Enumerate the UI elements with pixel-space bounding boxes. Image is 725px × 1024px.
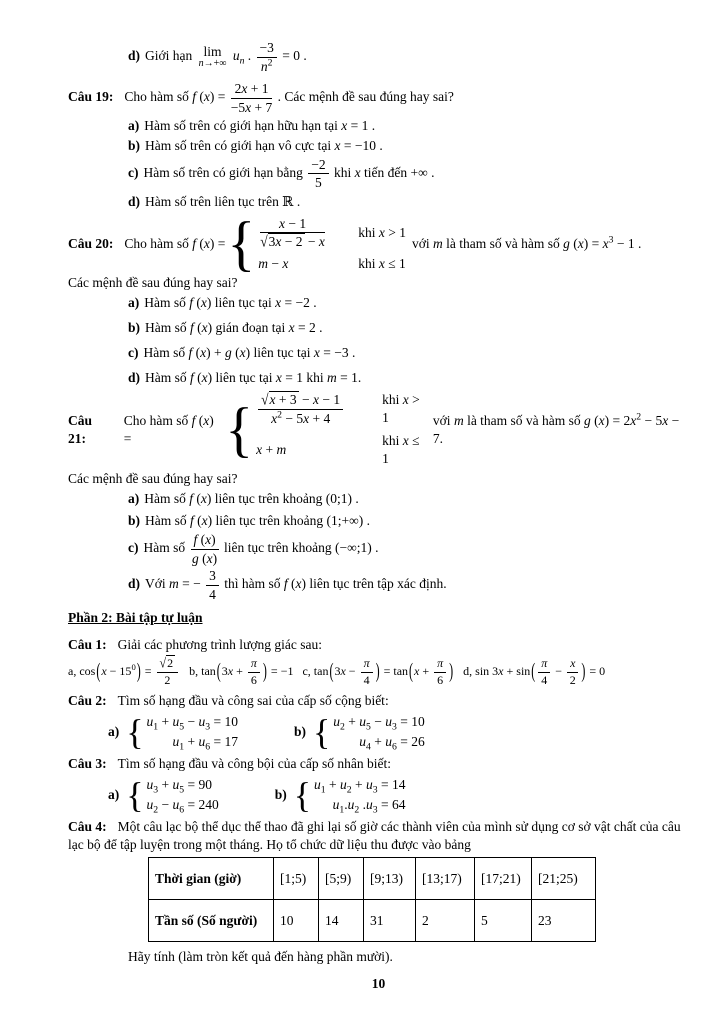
q2-label: Câu 2:	[68, 693, 107, 709]
limit-notation	[199, 45, 227, 70]
q21-item-b	[128, 512, 689, 530]
frequency-cell: 5	[475, 899, 532, 941]
item-a-marker: a)	[128, 118, 140, 134]
item-b-marker: b)	[128, 320, 141, 335]
item-c-text: Hàm số trên có giới hạn bằng $\frac{-2}{5}$ khi x tiến đến +∞ .	[143, 156, 435, 191]
limit-expression: $u_n$ . $\frac{-3}{n^2}$ = 0 .	[232, 40, 307, 74]
item-d-text: Hàm số trên liên tục trên ℝ .	[145, 193, 301, 209]
system-b-marker: b)	[293, 723, 306, 739]
q21-intro-pre: Cho hàm số f (x) =	[123, 412, 214, 446]
item-c-text: Hàm số f (x) + g (x) liên tục tại x = −3 .	[143, 344, 356, 360]
q20-intro	[68, 209, 689, 278]
system-b-marker: b)	[274, 786, 287, 802]
system-eq2: $u_4 + u_6 = 26$	[359, 733, 425, 753]
equation-c: c, tan(3x − $\frac{\pi}{4}$ ) = tan(x + $\frac{\pi}{6}$ )	[302, 655, 454, 687]
system-b: b) { $u_1 + u_2 + u_3 = 14$ $u_1.u_2$ $.u_3 = 64$	[274, 774, 406, 816]
q2-systems	[108, 712, 689, 751]
q20-piecewise-function: { $\frac{x - 1}{√3x - 2 - x}$ khi x > 1 m − x khi x ≤ 1	[227, 209, 407, 278]
q4-note: Hãy tính (làm tròn kết quả đến hàng phần mười).	[128, 948, 393, 964]
interval-cell: [5;9)	[319, 857, 364, 899]
item-d-text: Giới hạn	[145, 48, 193, 64]
system-a: a) { $u_3 + u_5 = 90$ $u_2 - u_6 = 240$	[108, 774, 219, 816]
piecewise-expr: $\frac{√x + 3 - x - 1}{x^2 - 5x + 4}$	[256, 392, 382, 426]
q1-label: Câu 1:	[68, 637, 107, 652]
item-d-text: Với m = − $\frac{3}{4}$ thì hàm số f (x) liên tục trên tập xác định.	[145, 568, 447, 602]
system-a-marker: a)	[108, 786, 120, 802]
q19-item-c	[128, 157, 689, 191]
item-b-marker: b)	[128, 137, 141, 153]
table-row-frequency	[149, 899, 596, 941]
item-d-marker: d)	[128, 576, 141, 592]
q21-item-a	[128, 490, 689, 508]
piecewise-row	[256, 391, 427, 427]
page-number: 10	[371, 975, 386, 991]
q18-item-d	[128, 40, 689, 74]
table-row-time	[149, 857, 596, 899]
system-eq1: $u_3 + u_5 = 90$	[146, 777, 212, 796]
item-d-marker: d)	[128, 48, 141, 64]
q20-intro-post: với m là tham số và hàm số g $(x) = x^3 - 1$ .	[412, 234, 642, 252]
q21-piecewise-function: { $\frac{√x + 3 - x - 1}{x^2 - 5x + 4}$ khi x > 1 x + m khi x ≤ 1	[225, 391, 427, 467]
piecewise-expr: $\frac{x - 1}{√3x - 2 - x}$	[260, 215, 325, 250]
piecewise-cond: khi x > 1	[382, 392, 420, 426]
item-a-text: Hàm số trên có giới hạn hữu hạn tại x = 1 .	[144, 118, 376, 134]
item-a-marker: a)	[128, 295, 140, 311]
item-c-marker: c)	[128, 164, 139, 180]
item-c-marker: c)	[128, 540, 139, 556]
q19-intro	[68, 81, 689, 115]
q20-item-d	[128, 369, 689, 387]
item-a-text: Hàm số f (x) liên tục trên khoảng (0;1) .	[144, 490, 359, 506]
q20-item-a	[128, 294, 689, 312]
q20-label: Câu 20:	[68, 236, 114, 252]
system-b: b) { $u_2 + u_5 - u_3 = 10$ $u_4 + u_6 = 26$	[293, 711, 425, 753]
q19-item-b	[128, 137, 689, 155]
row-header-frequency: Tần số (Số người)	[149, 899, 274, 941]
piecewise-cond: khi x ≤ 1	[358, 255, 406, 271]
item-d-marker: d)	[128, 369, 141, 385]
piecewise-cond: khi x > 1	[358, 224, 407, 240]
q3-label: Câu 3:	[68, 756, 107, 772]
item-d-text: Hàm số f (x) liên tục tại x = 1 khi m = 1.	[145, 369, 362, 385]
q21-intro-post: với m là tham số và hàm số g $(x) = 2x^2 - 5x - 7$.	[432, 411, 680, 446]
lim-word: lim	[203, 43, 222, 59]
interval-cell: [21;25)	[532, 857, 596, 899]
system-eq1: $u_1 + u_2 + u_3 = 14$	[314, 777, 406, 796]
q21-item-d	[128, 568, 689, 602]
piecewise-row	[258, 216, 406, 250]
q20-item-b	[128, 319, 689, 337]
piecewise-cond: khi x ≤ 1	[382, 433, 420, 466]
item-a-text: Hàm số f (x) liên tục tại x = −2 .	[144, 295, 317, 311]
q4-label: Câu 4:	[68, 819, 107, 835]
frequency-cell: 23	[532, 899, 596, 941]
interval-cell: [13;17)	[416, 857, 475, 899]
q19-item-a	[128, 117, 689, 135]
q21-item-c	[128, 532, 689, 566]
equation-a: a, $\cos(x - 15^0)$ = $\frac{√2}{2}$	[68, 657, 180, 688]
q20-question: Các mệnh đề sau đúng hay sai?	[68, 275, 238, 291]
q21-question: Các mệnh đề sau đúng hay sai?	[68, 470, 238, 486]
system-eq2: $u_1.u_2$ $.u_3 = 64$	[332, 796, 406, 816]
piecewise-expr: x + m	[256, 441, 287, 457]
frequency-cell: 14	[319, 899, 364, 941]
system-eq1: $u_2 + u_5 - u_3 = 10$	[333, 714, 425, 733]
q3-intro	[68, 755, 689, 773]
q21-intro	[68, 391, 689, 467]
system-eq2: $u_2 - u_6 = 240$	[146, 796, 219, 816]
item-b-text: Hàm số f (x) liên tục trên khoảng (1;+∞) .	[145, 513, 370, 529]
q2-intro	[68, 692, 689, 710]
item-b-marker: b)	[128, 513, 141, 529]
row-header-time: Thời gian (giờ)	[149, 857, 274, 899]
interval-cell: [17;21)	[475, 857, 532, 899]
q19-item-d	[128, 193, 689, 211]
part2-heading: Phần 2: Bài tập tự luận	[68, 610, 203, 626]
lim-subscript: n→+∞	[198, 57, 227, 69]
q19-label: Câu 19:	[68, 89, 114, 105]
q2-text: Tìm số hạng đầu và công sai của cấp số cộng biết:	[117, 693, 389, 709]
interval-cell: [9;13)	[364, 857, 416, 899]
item-b-text: Hàm số f (x) gián đoạn tại x = 2 .	[145, 320, 323, 335]
item-d-marker: d)	[128, 193, 141, 209]
frequency-cell: 10	[274, 899, 319, 941]
equation-b: b, tan(3x + $\frac{\pi}{6}$ ) = −1	[189, 655, 294, 687]
q4-text: Một câu lạc bộ thể dục thể thao đã ghi lại số giờ các thành viên của mình sử dụng cơ sở vật chất của câu lạc bộ để tập luyện trong một tháng. Họ tổ chức dữ liệu thu được vào bảng	[68, 819, 681, 853]
item-a-marker: a)	[128, 490, 140, 506]
interval-cell: [1;5)	[274, 857, 319, 899]
piecewise-expr: m − x	[258, 255, 289, 271]
system-a: a) { $u_1 + u_5 - u_3 = 10$ $u_1 + u_6 = 17$	[108, 711, 238, 753]
q3-systems	[108, 775, 689, 814]
system-a-marker: a)	[108, 723, 120, 739]
system-eq2: $u_1 + u_6 = 17$	[172, 733, 238, 753]
item-c-text: Hàm số $\frac{f (x)}{g (x)}$ liên tục trên khoảng (−∞;1) .	[143, 532, 379, 566]
q1-text: Giải các phương trình lượng giác sau:	[117, 637, 322, 652]
item-b-text: Hàm số trên có giới hạn vô cực tại x = −10 .	[145, 137, 383, 153]
q4-intro	[68, 818, 689, 854]
q20-intro-pre: Cho hàm số f (x) =	[124, 236, 226, 252]
q20-item-c	[128, 344, 689, 362]
system-eq1: $u_1 + u_5 - u_3 = 10$	[146, 714, 238, 733]
q1-equations	[68, 654, 689, 688]
frequency-table	[148, 857, 596, 942]
frequency-cell: 2	[416, 899, 475, 941]
piecewise-row	[256, 432, 427, 468]
q3-text: Tìm số hạng đầu và công bội của cấp số nhân biết:	[117, 756, 391, 772]
q21-label: Câu 21:	[68, 412, 93, 446]
q1-intro	[68, 636, 689, 654]
q19-intro-text: Cho hàm số f (x) = $\frac{2x + 1}{-5x + 7}$ . Các mệnh đề sau đúng hay sai?	[124, 81, 454, 115]
frequency-cell: 31	[364, 899, 416, 941]
piecewise-row	[258, 255, 406, 273]
equation-d: d, sin 3x + sin( $\frac{\pi}{4}$ − $\frac{x}{2}$ ) = 0	[463, 655, 606, 687]
item-c-marker: c)	[128, 344, 139, 360]
